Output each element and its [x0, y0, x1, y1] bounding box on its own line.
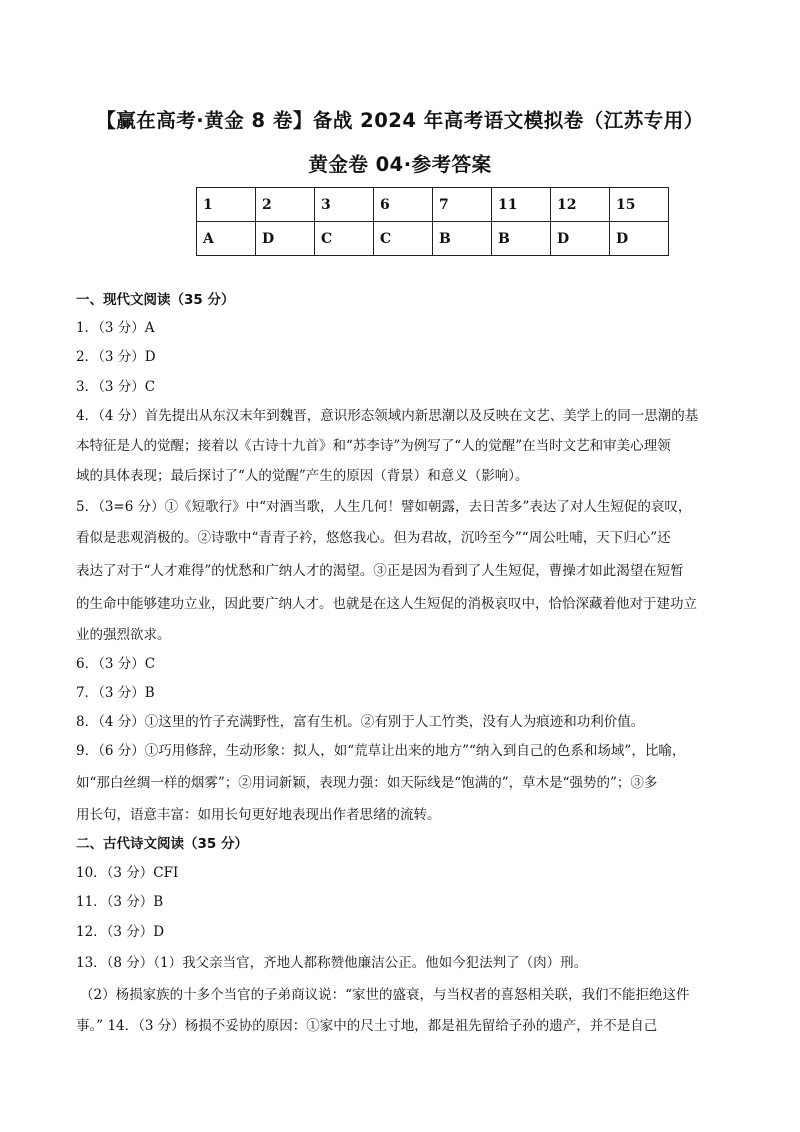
answer-line: 表达了对于“人才难得”的忧愁和广纳人才的渴望。③正是因为看到了人生短促，曹操才如此渴望在短暂	[76, 563, 684, 579]
answer-line: 7．（3 分）B	[76, 685, 155, 701]
answer-line: 11．（3 分）B	[76, 894, 164, 910]
answer-line: 1．（3 分）A	[76, 320, 155, 336]
answer-line: 2．（3 分）D	[76, 349, 156, 365]
answer-line: 9．（6 分）①巧用修辞，生动形象：拟人，如“荒草让出来的地方”“纳入到自己的色系和场域”，比喻，	[76, 743, 686, 759]
section-heading: 二、古代诗文阅读（35 分）	[76, 836, 248, 852]
answer-line: 事。” 14．（3 分）杨损不妥协的原因：①家中的尺土寸地，都是祖先留给子孙的遗产，并不是自己	[76, 1018, 658, 1034]
answer-cell: D	[551, 222, 610, 256]
answer-table-answer-row	[197, 222, 669, 256]
answer-cell: B	[433, 222, 492, 256]
answer-line: 6．（3 分）C	[76, 656, 156, 672]
answer-line: 3．（3 分）C	[76, 379, 156, 395]
answer-cell: B	[492, 222, 551, 256]
answer-table-question-row	[197, 188, 669, 222]
answer-line: 8．（4 分）①这里的竹子充满野性，富有生机。②有别于人工竹类，没有人为痕迹和功利价值。	[76, 714, 645, 730]
question-number-cell: 7	[433, 188, 492, 222]
answer-cell: D	[610, 222, 669, 256]
answer-line: 4．（4 分）首先提出从东汉末年到魏晋，意识形态领域内新思潮以及反映在文艺、美学上的同一思潮的基	[76, 408, 699, 424]
answer-cell: D	[256, 222, 315, 256]
question-number-cell: 15	[610, 188, 669, 222]
question-number-cell: 12	[551, 188, 610, 222]
document-subtitle: 黄金卷 04·参考答案	[308, 153, 492, 176]
document-title: 【赢在高考·黄金 8 卷】备战 2024 年高考语文模拟卷（江苏专用）	[96, 109, 704, 132]
answer-cell: A	[197, 222, 256, 256]
answer-table	[196, 187, 669, 256]
section-heading: 一、现代文阅读（35 分）	[76, 292, 235, 308]
question-number-cell: 2	[256, 188, 315, 222]
answer-line: 的生命中能够建功立业，因此要广纳人才。也就是在这人生短促的消极哀叹中，恰恰深藏着他对于建功立	[76, 596, 697, 612]
answer-line: 本特征是人的觉醒；接着以《古诗十九首》和“苏李诗”为例写了“人的觉醒”在当时文艺和审美心理领	[76, 438, 671, 454]
answer-line: （2）杨损家族的十多个当官的子弟商议说：“家世的盛衰，与当权者的喜怒相关联，我们不能拒绝这件	[80, 987, 690, 1003]
answer-cell: C	[315, 222, 374, 256]
answer-line: 业的强烈欲求。	[76, 627, 171, 643]
question-number-cell: 3	[315, 188, 374, 222]
answer-line: 13．（8 分）（1）我父亲当官，齐地人都称赞他廉洁公正。他如今犯法判了（肉）刑。	[76, 955, 588, 971]
answer-line: 5．（3=6 分）①《短歌行》中“对酒当歌，人生几何！譬如朝露，去日苦多”表达了对人生短促的哀叹，	[76, 499, 692, 515]
answer-line: 用长句，语意丰富：如用长句更好地表现出作者思绪的流转。	[76, 807, 441, 823]
answer-line: 域的具体表现；最后探讨了“人的觉醒”产生的原因（背景）和意义（影响）。	[76, 468, 529, 484]
answer-line: 10．（3 分）CFI	[76, 865, 179, 881]
answer-cell: C	[374, 222, 433, 256]
answer-line: 12．（3 分）D	[76, 924, 165, 940]
question-number-cell: 1	[197, 188, 256, 222]
question-number-cell: 11	[492, 188, 551, 222]
question-number-cell: 6	[374, 188, 433, 222]
answer-line: 如“那白丝绸一样的烟雾”；②用词新颖，表现力强：如天际线是“饱满的”，草木是“强势的”；③多	[76, 775, 658, 791]
answer-line: 看似是悲观消极的。②诗歌中“青青子衿，悠悠我心。但为君故，沉吟至今”“周公吐哺，天下归心”还	[76, 530, 671, 546]
